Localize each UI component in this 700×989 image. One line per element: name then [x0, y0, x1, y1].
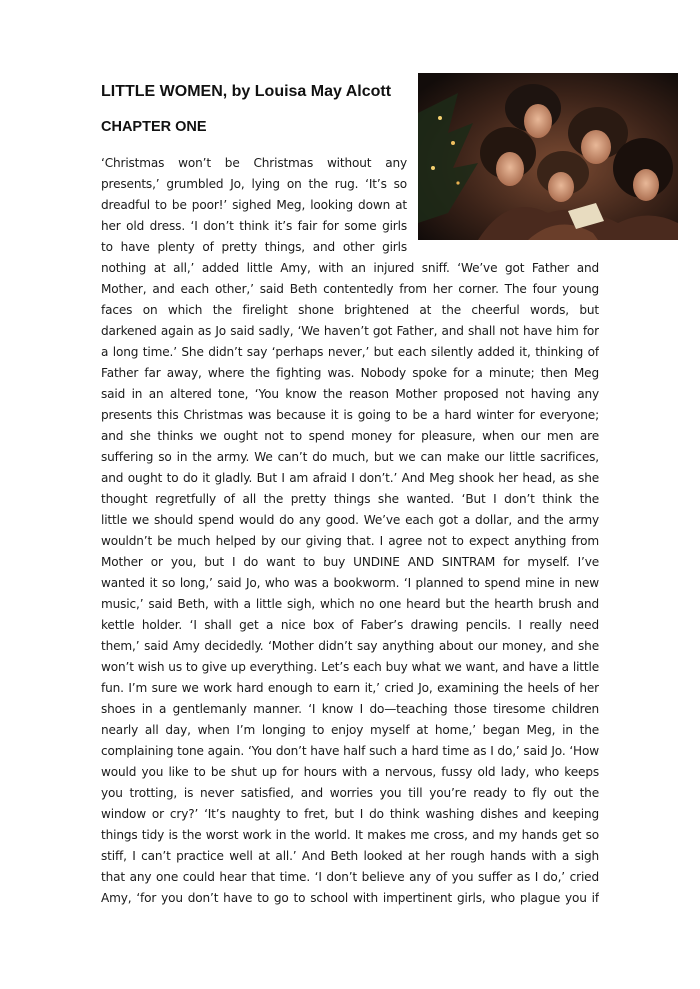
text-line: them,’ said Amy decidedly. ‘Mother didn’t say anything about our money, and she: [101, 639, 599, 653]
text-line: complaining tone again. ‘You don’t have half such a hard time as I do,’ said Jo. ‘How: [101, 744, 599, 758]
text-line: window or cry?’ ‘It’s naughty to fret, but I do think washing dishes and keeping: [101, 807, 599, 821]
text-line: faces on which the firelight shone brightened at the cheerful words, but: [101, 303, 599, 317]
text-line: and she thinks we ought not to spend money for pleasure, when our men are: [101, 429, 599, 443]
text-line: you trotting, is never satisfied, and worries you till you’re ready to fly out the: [101, 786, 599, 800]
text-line: won’t wish us to give up everything. Let’s each buy what we want, and have a little: [101, 660, 599, 674]
text-line: fun. I’m sure we work hard enough to earn it,’ cried Jo, examining the heels of her: [101, 681, 599, 695]
text-line: wanted it so long,’ said Jo, who was a bookworm. ‘I planned to spend mine in new: [101, 576, 599, 590]
text-line: presents this Christmas was because it is going to be a hard winter for everyone;: [101, 408, 599, 422]
text-line: said in an altered tone, ‘You know the reason Mother proposed not having any: [101, 387, 599, 401]
text-line: her old dress. ‘I don’t think it’s fair for some girls: [101, 219, 407, 233]
text-line: a long time.’ She didn’t say ‘perhaps never,’ but each silently added it, thinking of: [101, 345, 599, 359]
text-line: nearly all day, when I’m longing to enjoy myself at home,’ began Meg, in the: [101, 723, 599, 737]
text-line: thought regretfully of all the pretty things she wanted. ‘But I don’t think the: [101, 492, 599, 506]
text-line: Mother or you, but I do want to buy UNDINE AND SINTRAM for myself. I’ve: [101, 555, 599, 569]
text-line: ‘Christmas won’t be Christmas without any: [101, 156, 407, 170]
text-line: suffering so in the army. We can’t do much, but we can make our little sacrifices,: [101, 450, 599, 464]
text-line: wouldn’t be much helped by our giving that. I agree not to expect anything from: [101, 534, 599, 548]
text-line: that any one could hear that time. ‘I don’t believe any of you suffer as I do,’ cried: [101, 870, 599, 884]
text-line: shoes in a gentlemanly manner. ‘I know I do—teaching those tiresome children: [101, 702, 599, 716]
text-line: stiff, I can’t practice well at all.’ And Beth looked at her rough hands with a sigh: [101, 849, 599, 863]
text-line: presents,’ grumbled Jo, lying on the rug. ‘It’s so: [101, 177, 407, 191]
text-line: Mother, and each other,’ said Beth contentedly from her corner. The four young: [101, 282, 599, 296]
text-line: kettle holder. ‘I shall get a nice box of Faber’s drawing pencils. I really need: [101, 618, 599, 632]
text-line: to have plenty of pretty things, and other girls: [101, 240, 407, 254]
text-line: darkened again as Jo said sadly, ‘We haven’t got Father, and shall not have him for: [101, 324, 599, 338]
document-title: LITTLE WOMEN, by Louisa May Alcott: [101, 83, 392, 100]
four-sisters-photo: [418, 73, 678, 240]
text-line: would you like to be shut up for hours with a nervous, fussy old lady, who keeps: [101, 765, 599, 779]
text-line: and ought to do it gladly. But I am afraid I don’t.’ And Meg shook her head, as she: [101, 471, 599, 485]
text-line: little we should spend would do any good. We’ve each got a dollar, and the army: [101, 513, 599, 527]
chapter-heading: CHAPTER ONE: [101, 119, 207, 135]
text-line: Amy, ‘for you don’t have to go to school with impertinent girls, who plague you if: [101, 891, 599, 905]
illustration-photo: [418, 73, 678, 240]
text-line: nothing at all,’ added little Amy, with an injured sniff. ‘We’ve got Father and: [101, 261, 599, 275]
text-line: things tidy is the worst work in the world. It makes me cross, and my hands get so: [101, 828, 599, 842]
text-line: dreadful to be poor!’ sighed Meg, looking down at: [101, 198, 407, 212]
text-line: Father far away, where the fighting was. Nobody spoke for a minute; then Meg: [101, 366, 599, 380]
text-line: music,’ said Beth, with a little sigh, which no one heard but the hearth brush and: [101, 597, 599, 611]
